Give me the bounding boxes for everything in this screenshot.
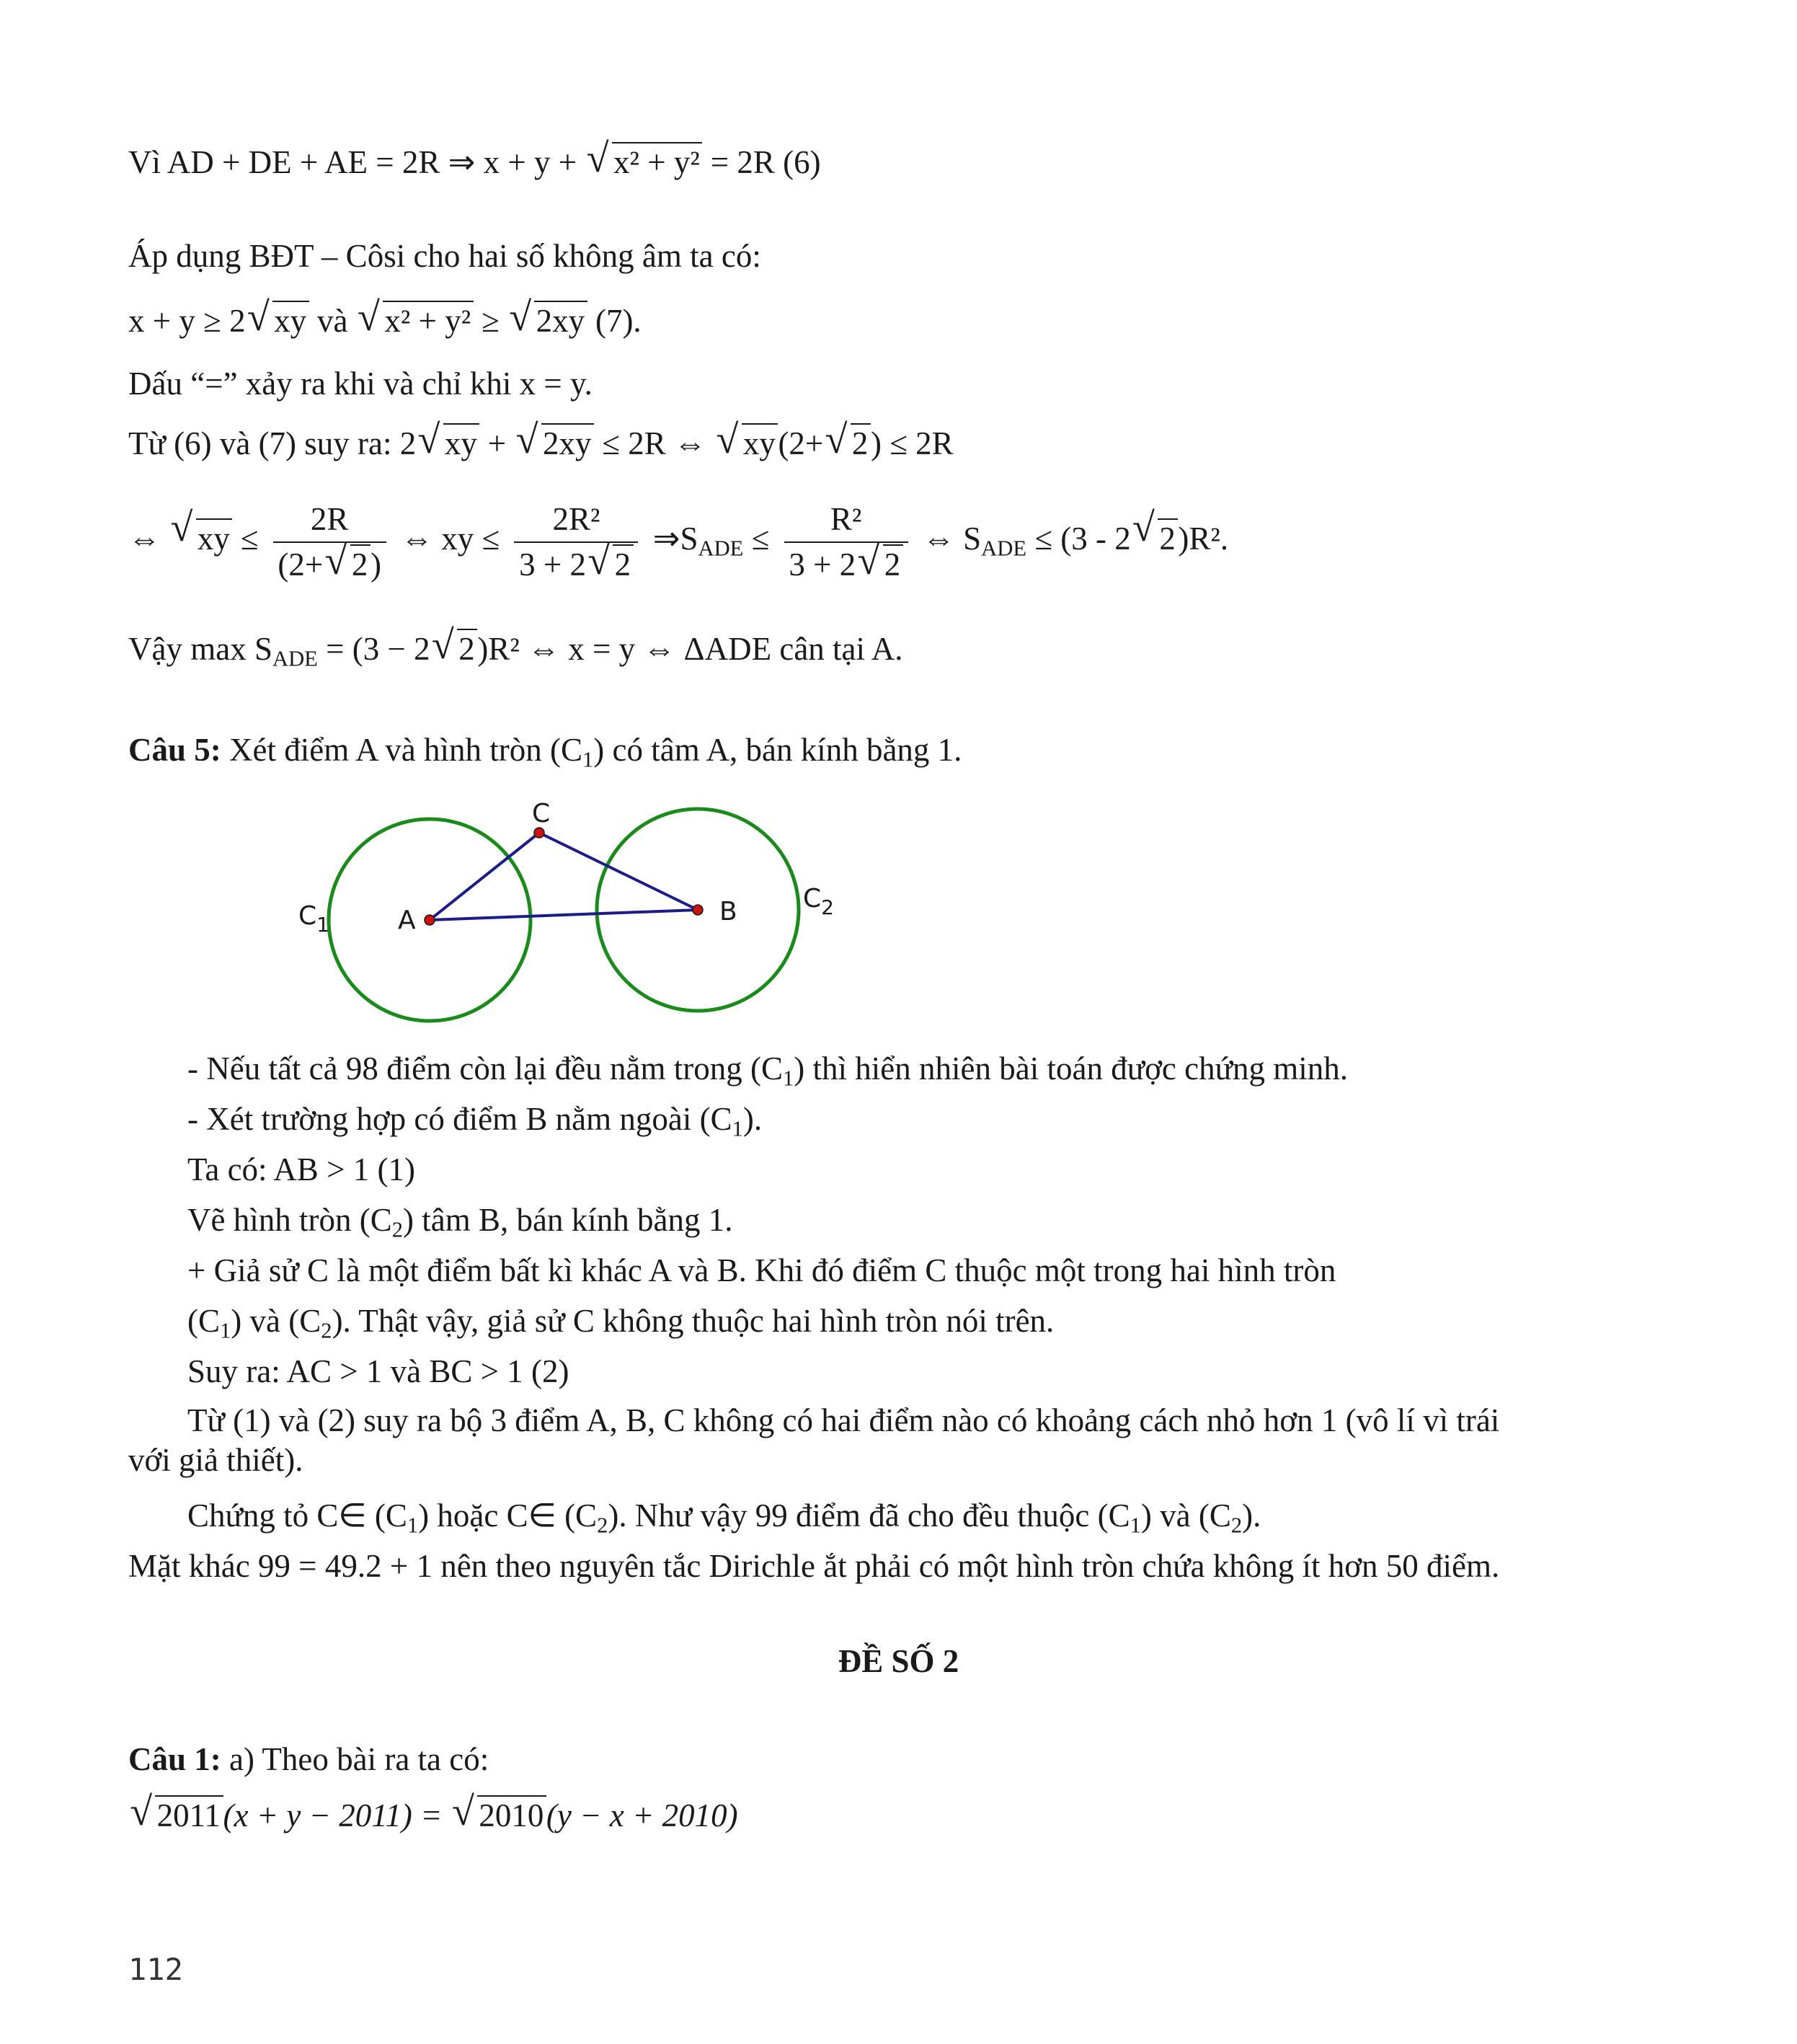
equation-line-from-6-7: Từ (6) và (7) suy ra: 2√ xy + √ 2xy ≤ 2R ⇔ √ xy(2+√ 2) ≤ 2R (128, 422, 954, 465)
sqrt-expression: √ xy (171, 510, 233, 567)
question-5-heading: Câu 5: Xét điểm A và hình tròn $(C_1)$ có tâm A, bán kính bằng 1. (128, 732, 962, 772)
fraction-R-squared: $\frac{\text{R²}}{3 + 2√ 2}$ (784, 497, 908, 587)
sqrt-expression: √ xy (716, 422, 778, 465)
sqrt-expression: √ 2010 (452, 1794, 546, 1837)
equation-line-7: x + y ≥ 2√ xy và √ x² + y² ≥ √ 2xy (7). (128, 299, 642, 342)
question-1-equation: √ 2011(x + y − 2011) = √ 2010(y − x + 2010) (128, 1794, 738, 1837)
proof-line-10: Chứng tỏ C∈ $(C_1)$ hoặc C∈ $(C_2)$. Như vậy 99 điểm đã cho đều thuộc $(C_1)$ và $(C_2)$. (187, 1497, 1261, 1538)
label-c1: $C_1$ (298, 901, 329, 937)
sqrt-expression: √ 2 (432, 627, 477, 671)
proof-line-9: với giả thiết). (128, 1442, 303, 1478)
proof-line-4: Vẽ hình tròn $(C_2)$ tâm B, bán kính bằng 1. (187, 1202, 733, 1242)
question-1-heading: Câu 1: a) Theo bài ra ta có: (128, 1741, 489, 1777)
sqrt-expression: √ xy (247, 299, 309, 342)
proof-line-1: - Nếu tất cả 98 điểm còn lại đều nằm trong $(C_1)$ thì hiển nhiên bài toán được chứng minh. (187, 1050, 1348, 1091)
segment-cb (539, 833, 698, 910)
segment-ab (430, 910, 698, 920)
proof-line-7: Suy ra: AC > 1 và BC > 1 (2) (187, 1353, 569, 1389)
text-line-cauchy: Áp dụng BĐT – Côsi cho hai số không âm ta có: (128, 238, 761, 274)
sqrt-expression: √ 2011 (130, 1794, 223, 1837)
proof-line-8: Từ (1) và (2) suy ra bộ 3 điểm A, B, C không có hai điểm nào có khoảng cách nhỏ hơn 1 (vô lí vì trái (187, 1402, 1500, 1438)
sqrt-expression: √ xy (418, 422, 480, 465)
page-number: 112 (128, 1952, 183, 1987)
point-c (534, 828, 544, 838)
label-c: C (532, 799, 551, 828)
fraction-2R-squared: $\frac{\text{2R²}}{3 + 2√ 2}$ (514, 497, 638, 587)
equation-line-6: Vì AD + DE + AE = 2R ⇒ x + y + √ x² + y² = 2R (6) (128, 141, 821, 184)
equation-line-fractions: ⇔ √ xy ≤ $\frac{2R}{(2+√ 2)}$ ⇔ xy ≤ $\frac{\text{2R²}}{3 + 2√ 2}$ $\Rightarrow S_{ADE}$ ≤ $\frac{\text{R²}}{3 + 2√ 2}$ ⇔ $S_{ADE} \le (3 - 2√$ 2)R². (128, 497, 1228, 587)
conclusion-max-area: Vậy $\max S_{ADE} = (3 - 2√$ 2)R² ⇔ x = y ⇔ ΔADE cân tại A. (128, 627, 903, 681)
label-c2: $C_2$ (803, 884, 834, 919)
segment-ac (430, 833, 539, 920)
sqrt-expression: √ 2 (825, 422, 871, 465)
proof-line-3: Ta có: AB > 1 (1) (187, 1151, 415, 1187)
sqrt-expression: √ x² + y² (358, 299, 474, 342)
section-title: ĐỀ SỐ 2 (838, 1643, 959, 1679)
sqrt-expression: √ x² + y² (587, 141, 703, 184)
point-b (693, 905, 703, 915)
text-line-equality: Dấu “=” xảy ra khi và chỉ khi x = y. (128, 366, 593, 402)
point-a (425, 915, 435, 925)
proof-line-2: - Xét trường hợp có điểm B nằm ngoài $(C_1)$. (187, 1101, 763, 1141)
sqrt-expression: √ 2xy (509, 299, 587, 342)
label-a: A (398, 906, 416, 935)
proof-line-11: Mặt khác 99 = 49.2 + 1 nên theo nguyên tắc Dirichle ắt phải có một hình tròn chứa không ít hơn 50 điểm. (128, 1548, 1500, 1584)
sqrt-expression: √ 2 (1132, 510, 1178, 567)
fraction-2R: $\frac{2R}{(2+√ 2)}$ (273, 497, 386, 587)
sqrt-expression: √ 2xy (516, 422, 594, 465)
proof-line-6: $(C_1)$ và $(C_2)$. Thật vậy, giả sử C không thuộc hai hình tròn nói trên. (187, 1303, 1055, 1343)
proof-line-5: + Giả sử C là một điểm bất kì khác A và B. Khi đó điểm C thuộc một trong hai hình tròn (187, 1252, 1336, 1288)
label-b: B (719, 897, 737, 926)
